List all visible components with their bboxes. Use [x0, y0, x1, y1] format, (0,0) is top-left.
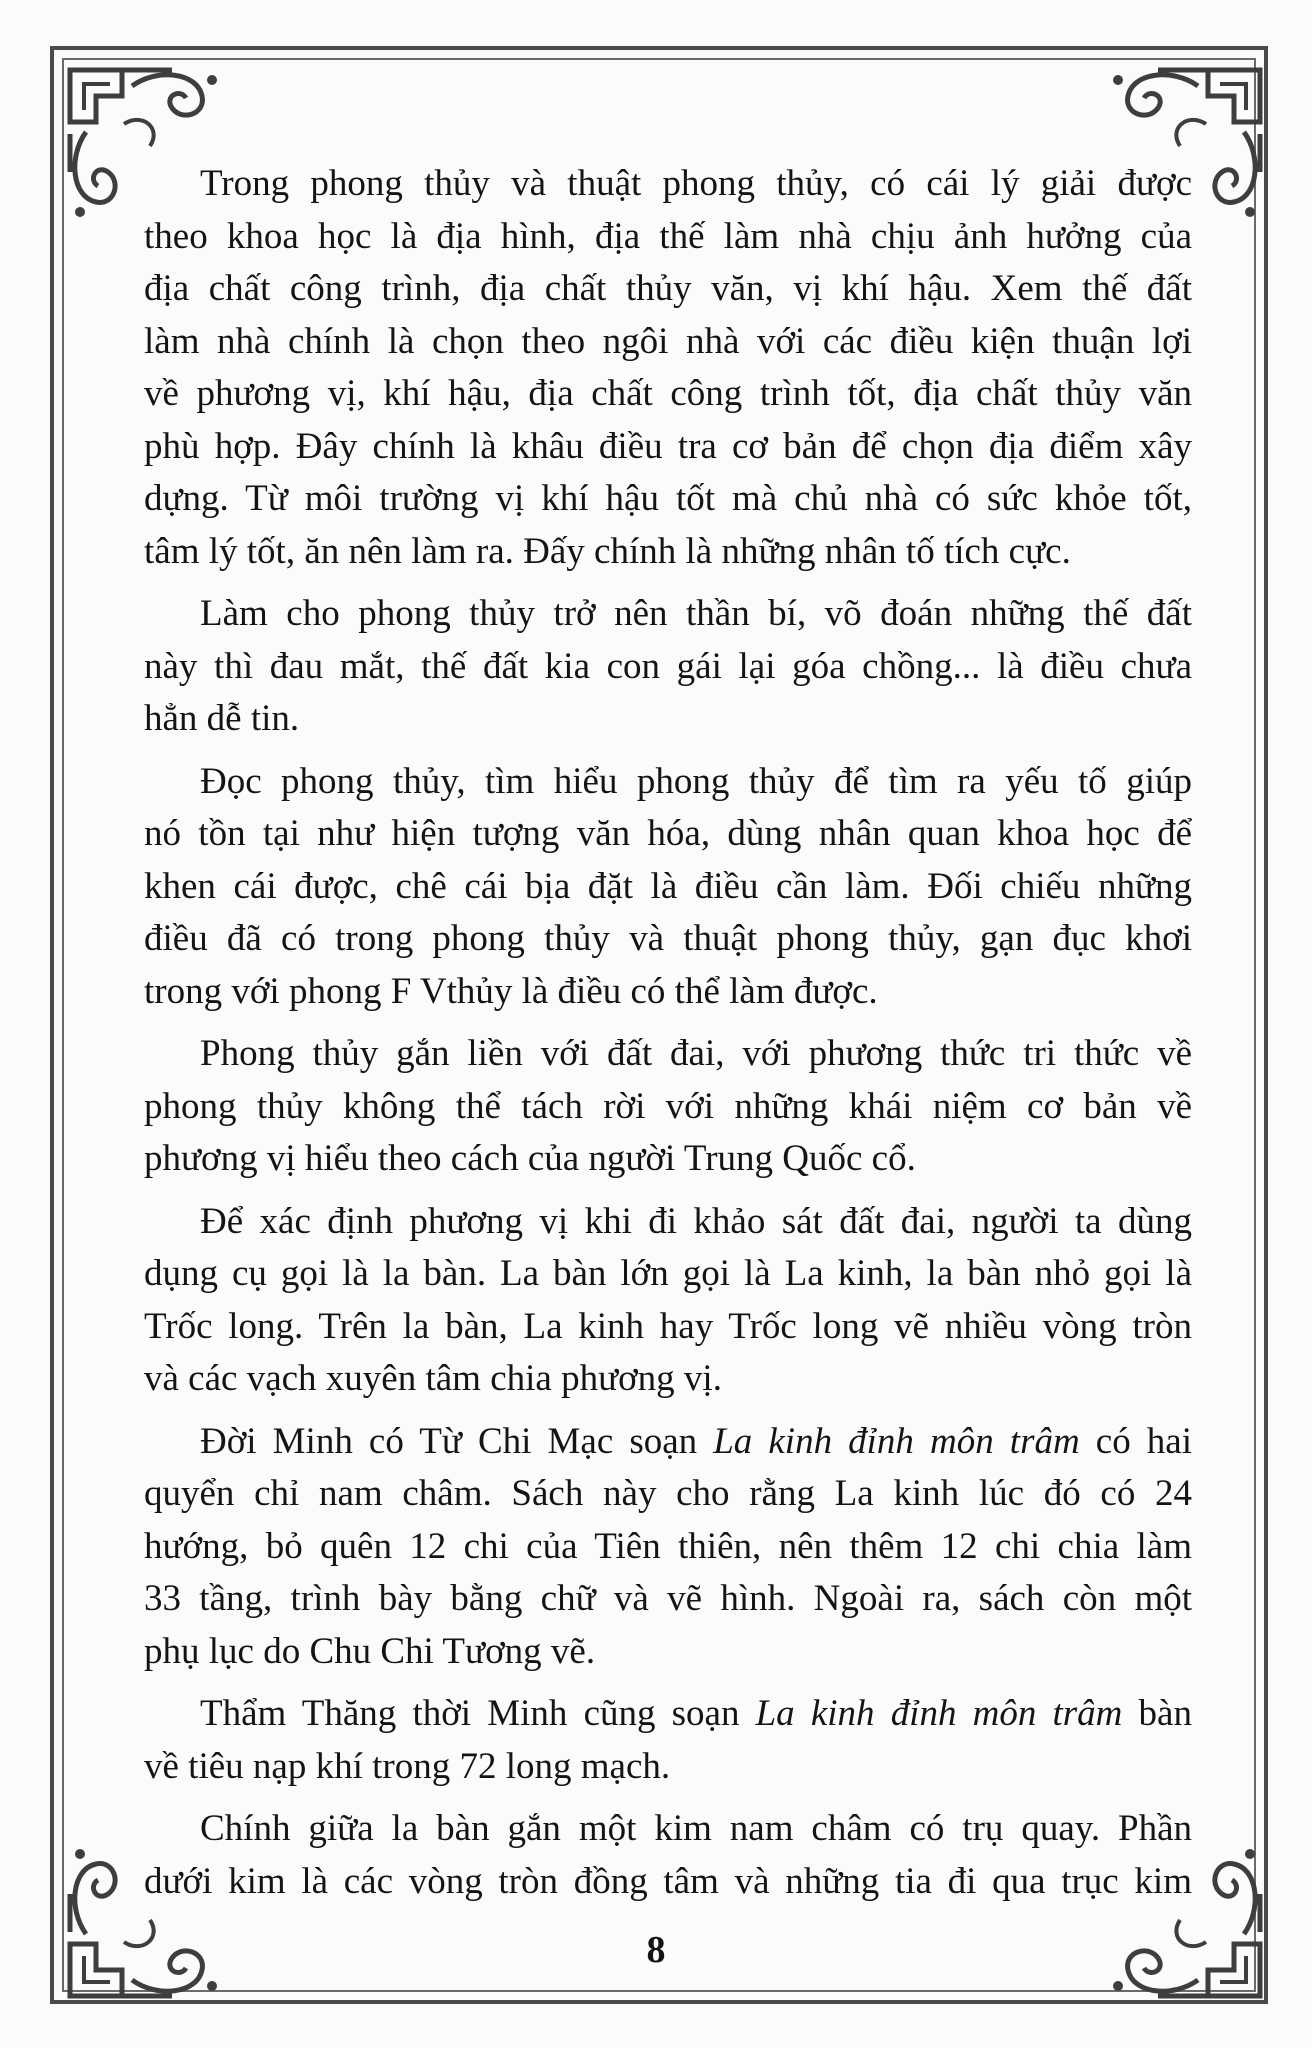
paragraph: [144, 1803, 1192, 1908]
text-line: hẳn dễ tin.: [144, 698, 300, 739]
text-line: làm nhà chính là chọn theo ngôi nhà với các điều kiện thuận lợi: [144, 320, 1192, 362]
text-line: Làm cho phong thủy trở nên thần bí, võ đoán những thế đất: [200, 593, 1192, 634]
text-line: điều đã có trong phong thủy và thuật phong thủy, gạn đục khơi: [144, 918, 1192, 959]
text-line: dưới kim là các vòng tròn đồng tâm và những tia đi qua trục kim: [144, 1860, 1192, 1902]
text-line: này thì đau mắt, thế đất kia con gái lại góa chồng... là điều chưa: [144, 645, 1192, 687]
text-line: quyển chỉ nam châm. Sách này cho rằng La kinh lúc đó có 24: [144, 1473, 1192, 1514]
body-text: [144, 158, 1192, 1918]
paragraph: [144, 1028, 1192, 1186]
text-line: phương vị hiểu theo cách của người Trung Quốc cổ.: [144, 1138, 916, 1179]
text-line: Thẩm Thăng thời Minh cũng soạn La kinh đỉnh môn trâm bàn: [200, 1693, 1192, 1734]
text-line: nó tồn tại như hiện tượng văn hóa, dùng nhân quan khoa học để: [144, 813, 1192, 854]
paragraph: [144, 158, 1192, 578]
text-line: phụ lục do Chu Chi Tương vẽ.: [144, 1630, 596, 1672]
text-line: theo khoa học là địa hình, địa thế làm nhà chịu ảnh hưởng của: [144, 215, 1192, 257]
paragraph: [144, 1196, 1192, 1406]
text-line: Đời Minh có Từ Chi Mạc soạn La kinh đỉnh môn trâm có hai: [200, 1420, 1192, 1462]
book-title: La kinh đỉnh môn trâm: [755, 1693, 1123, 1734]
text-line: và các vạch xuyên tâm chia phương vị.: [144, 1358, 722, 1399]
text-line: dựng. Từ môi trường vị khí hậu tốt mà chủ nhà có sức khỏe tốt,: [144, 478, 1192, 519]
text-line: Để xác định phương vị khi đi khảo sát đất đai, người ta dùng: [200, 1200, 1192, 1242]
text-line: phù hợp. Đây chính là khâu điều tra cơ bản để chọn địa điểm xây: [144, 425, 1192, 467]
text-line: Chính giữa la bàn gắn một kim nam châm có trụ quay. Phần: [200, 1808, 1192, 1849]
text-line: Trốc long. Trên la bàn, La kinh hay Trốc long vẽ nhiều vòng tròn: [144, 1305, 1192, 1347]
text-line: hướng, bỏ quên 12 chi của Tiên thiên, nên thêm 12 chi chia làm: [144, 1525, 1192, 1567]
paragraph: [144, 1688, 1192, 1793]
text-line: Đọc phong thủy, tìm hiểu phong thủy để tìm ra yếu tố giúp: [200, 760, 1192, 802]
page-number: 8: [646, 1929, 666, 1971]
paragraph: [144, 756, 1192, 1019]
text-line: 33 tầng, trình bày bằng chữ và vẽ hình. Ngoài ra, sách còn một: [144, 1578, 1192, 1619]
text-line: phong thủy không thể tách rời với những khái niệm cơ bản về: [144, 1085, 1192, 1127]
text-line: Phong thủy gắn liền với đất đai, với phương thức tri thức về: [200, 1033, 1192, 1074]
text-line: khen cái được, chê cái bịa đặt là điều cần làm. Đối chiếu những: [144, 865, 1192, 907]
paragraph: [144, 1416, 1192, 1679]
text-line: trong với phong F Vthủy là điều có thể làm được.: [144, 970, 878, 1012]
text-line: về tiêu nạp khí trong 72 long mạch.: [144, 1745, 671, 1787]
text-line: địa chất công trình, địa chất thủy văn, vị khí hậu. Xem thế đất: [144, 268, 1192, 309]
text-line: Trong phong thủy và thuật phong thủy, có cái lý giải được: [200, 163, 1192, 204]
text-line: dụng cụ gọi là la bàn. La bàn lớn gọi là La kinh, la bàn nhỏ gọi là: [144, 1253, 1192, 1294]
text-line: về phương vị, khí hậu, địa chất công trình tốt, địa chất thủy văn: [144, 373, 1192, 414]
text-line: tâm lý tốt, ăn nên làm ra. Đấy chính là những nhân tố tích cực.: [144, 530, 1071, 572]
paragraph: [144, 588, 1192, 746]
book-title: La kinh đỉnh môn trâm: [713, 1420, 1080, 1462]
